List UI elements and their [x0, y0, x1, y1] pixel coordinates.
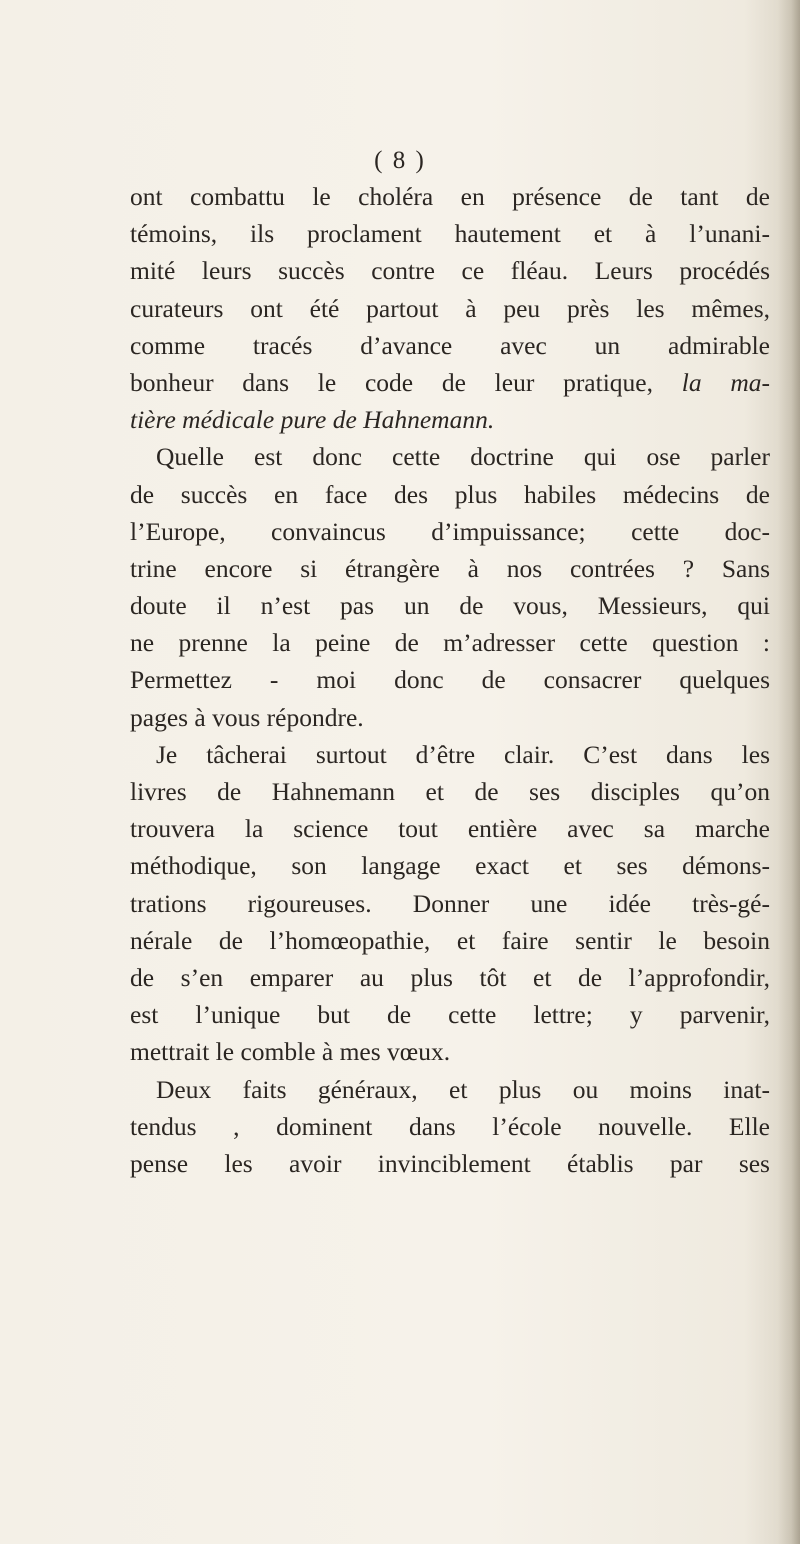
text-line: Je tâcherai surtout d’être clair. C’est dans les — [156, 739, 770, 769]
text-line: Permettez - moi donc de consacrer quelques — [130, 665, 770, 695]
text-line: tendus , dominent dans l’école nouvelle. Elle — [130, 1111, 770, 1141]
text-line-italic: tière médicale pure de Hahnemann. — [130, 405, 495, 435]
body-text — [130, 178, 770, 1182]
text-line: témoins, ils proclament hautement et à l’unani- — [130, 219, 770, 249]
text-line: ont combattu le choléra en présence de tant de — [130, 182, 770, 211]
text-line: nérale de l’homœopathie, et faire sentir le besoin — [130, 925, 770, 955]
text-line: livres de Hahnemann et de ses disciples qu’on — [130, 777, 770, 806]
text-line: curateurs ont été partout à peu près les mêmes, — [130, 293, 770, 323]
text-line: Deux faits généraux, et plus ou moins inat- — [156, 1074, 770, 1104]
text-line: trouvera la science tout entière avec sa marche — [130, 814, 770, 844]
text-line: mettrait le comble à mes vœux. — [130, 1037, 451, 1067]
text-line: de succès en face des plus habiles médecins de — [130, 479, 770, 509]
text-line: l’Europe, convaincus d’impuissance; cette doc- — [130, 516, 770, 546]
text-line: méthodique, son langage exact et ses démons- — [130, 851, 770, 881]
page-edge-shadow — [778, 0, 800, 1544]
text-line-italic: la ma- — [681, 367, 770, 397]
text-line: est l’unique but de cette lettre; y parvenir, — [130, 1000, 770, 1030]
page-number: ( 8 ) — [374, 147, 426, 174]
text-line: Quelle est donc cette doctrine qui ose parler — [156, 442, 770, 472]
text-line — [130, 364, 770, 401]
text-line: ne prenne la peine de m’adresser cette question : — [130, 628, 770, 658]
text-line: pense les avoir invinciblement établis par ses — [130, 1148, 770, 1178]
text-line — [130, 401, 770, 438]
text-line: mité leurs succès contre ce fléau. Leurs procédés — [130, 256, 770, 286]
text-line: trations rigoureuses. Donner une idée très-gé- — [130, 888, 770, 918]
text-line: pages à vous répondre. — [130, 702, 364, 732]
text-line-roman: bonheur dans le code de leur pratique, — [130, 367, 682, 397]
text-line: doute il n’est pas un de vous, Messieurs, qui — [130, 591, 770, 621]
text-line: de s’en emparer au plus tôt et de l’approfondir, — [130, 962, 770, 992]
text-line: comme tracés d’avance avec un admirable — [130, 330, 770, 360]
text-line: trine encore si étrangère à nos contrées ? Sans — [130, 553, 770, 583]
